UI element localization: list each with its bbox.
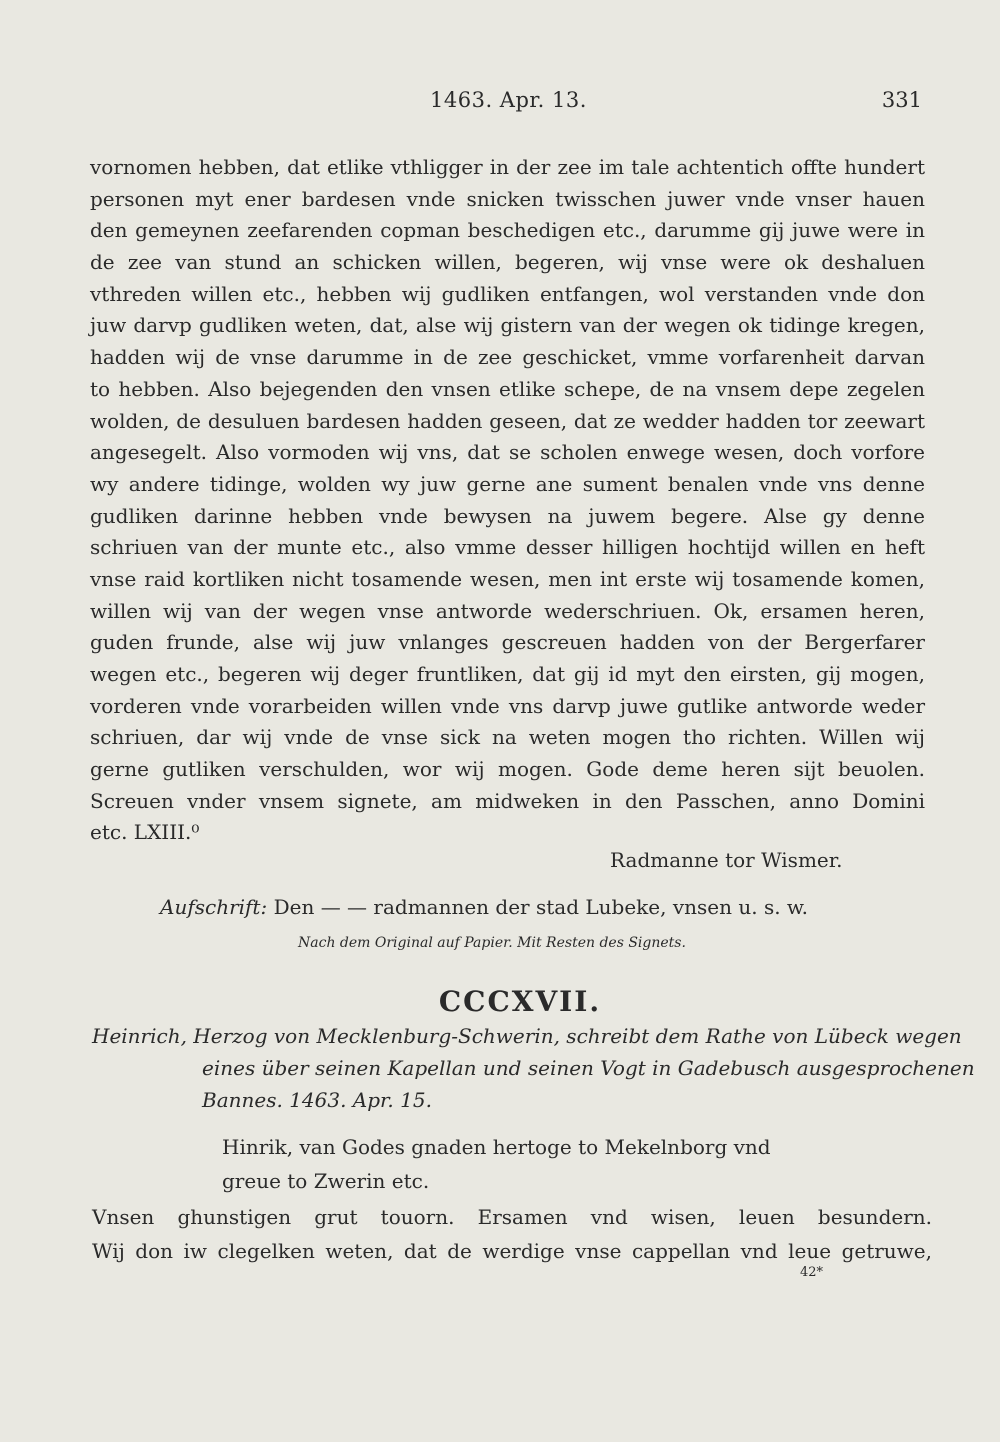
text-line: Wij don iw clegelken weten, dat de werdige vnse cappellan vnd leue getruwe,: [92, 1239, 932, 1263]
text-line: vthreden willen etc., hebben wij gudliken entfangen, wol verstanden vnde don: [90, 281, 925, 306]
document-number: CCCXVII.: [438, 985, 602, 1018]
text-line: schriuen van der munte etc., also vmme desser hilligen hochtijd willen en heft: [90, 535, 925, 560]
text-line: vnse raid kortliken nicht tosamende wesen, men int erste wij tosamende komen,: [90, 566, 925, 591]
text-line: den gemeynen zeefarenden copman beschedigen etc., darumme gij juwe were in: [90, 218, 925, 243]
page-header: [90, 88, 922, 118]
text-line: de zee van stund an schicken willen, begeren, wij vnse were ok deshaluen: [90, 250, 925, 275]
regest-line: Heinrich, Herzog von Mecklenburg-Schwerin, schreibt dem Rathe von Lübeck wegen: [92, 1024, 962, 1048]
letter-opening: [92, 1200, 932, 1268]
page-number: 331: [881, 88, 922, 112]
text-line: to hebben. Also bejegenden den vnsen etlike schepe, de na vnsem depe zegelen: [90, 376, 925, 401]
text-line: guden frunde, alse wij juw vnlanges gescreuen hadden von der Bergerfarer: [90, 630, 925, 655]
text-line: juw darvp gudliken weten, dat, alse wij gistern van der wegen ok tidinge kregen,: [90, 313, 925, 338]
letter-signature: Radmanne tor Wismer.: [610, 848, 843, 872]
text-line: angesegelt. Also vormoden wij vns, dat se scholen enwege wesen, doch vorfore: [90, 440, 925, 465]
regest-line: eines über seinen Kapellan und seinen Vogt in Gadebusch ausgesprochenen: [202, 1056, 975, 1080]
text-line: wegen etc., begeren wij deger fruntliken, dat gij id myt den eirsten, gij mogen,: [90, 662, 925, 686]
text-line: Screuen vnder vnsem signete, am midweken in den Passchen, anno Domini: [90, 788, 925, 813]
text-line: hadden wij de vnse darumme in de zee geschicket, vmme vorfarenheit darvan: [90, 345, 925, 370]
text-line: wolden, de desuluen bardesen hadden geseen, dat ze wedder hadden tor zeewart: [90, 408, 925, 433]
text-line: willen wij van der wegen vnse antworde wederschriuen. Ok, ersamen heren,: [90, 598, 925, 623]
salutation: [222, 1130, 822, 1198]
regest-line: Bannes. 1463. Apr. 15.: [202, 1088, 432, 1112]
text-line: wy andere tidinge, wolden wy juw gerne ane sument benalen vnde vns denne: [90, 471, 925, 496]
text-line: vorderen vnde vorarbeiden willen vnde vns darvp juwe gutlike antworde weder: [90, 693, 925, 718]
text-line: vornomen hebben, dat etlike vthligger in der zee im tale achtentich offte hundert: [90, 155, 925, 179]
text-line: personen myt ener bardesen vnde snicken twisschen juwer vnde vnser hauen: [90, 186, 925, 211]
letter-body: [90, 152, 925, 849]
text-line: gerne gutliken verschulden, wor wij mogen. Gode deme heren sijt beuolen.: [90, 757, 925, 782]
address-note: [160, 895, 808, 919]
address-text: Den — — radmannen der stad Lubeke, vnsen u. s. w.: [273, 895, 809, 919]
salutation-line: greue to Zwerin etc.: [222, 1169, 430, 1193]
text-line: etc. LXIII.⁰: [90, 820, 200, 845]
text-line: gudliken darinne hebben vnde bewysen na juwem begere. Alse gy denne: [90, 503, 925, 528]
text-line: schriuen, dar wij vnde de vnse sick na weten mogen tho richten. Willen wij: [90, 725, 925, 750]
signature-mark: 42*: [800, 1265, 824, 1280]
salutation-line: Hinrik, van Godes gnaden hertoge to Mekelnborg vnd: [222, 1135, 771, 1159]
address-label: Aufschrift:: [160, 895, 268, 919]
regest: [92, 1020, 975, 1116]
running-title: 1463. Apr. 13.: [430, 88, 587, 112]
text-line: Vnsen ghunstigen grut touorn. Ersamen vnd wisen, leuen besundern.: [92, 1205, 932, 1229]
source-note: Nach dem Original auf Papier. Mit Resten des Signets.: [298, 935, 686, 951]
